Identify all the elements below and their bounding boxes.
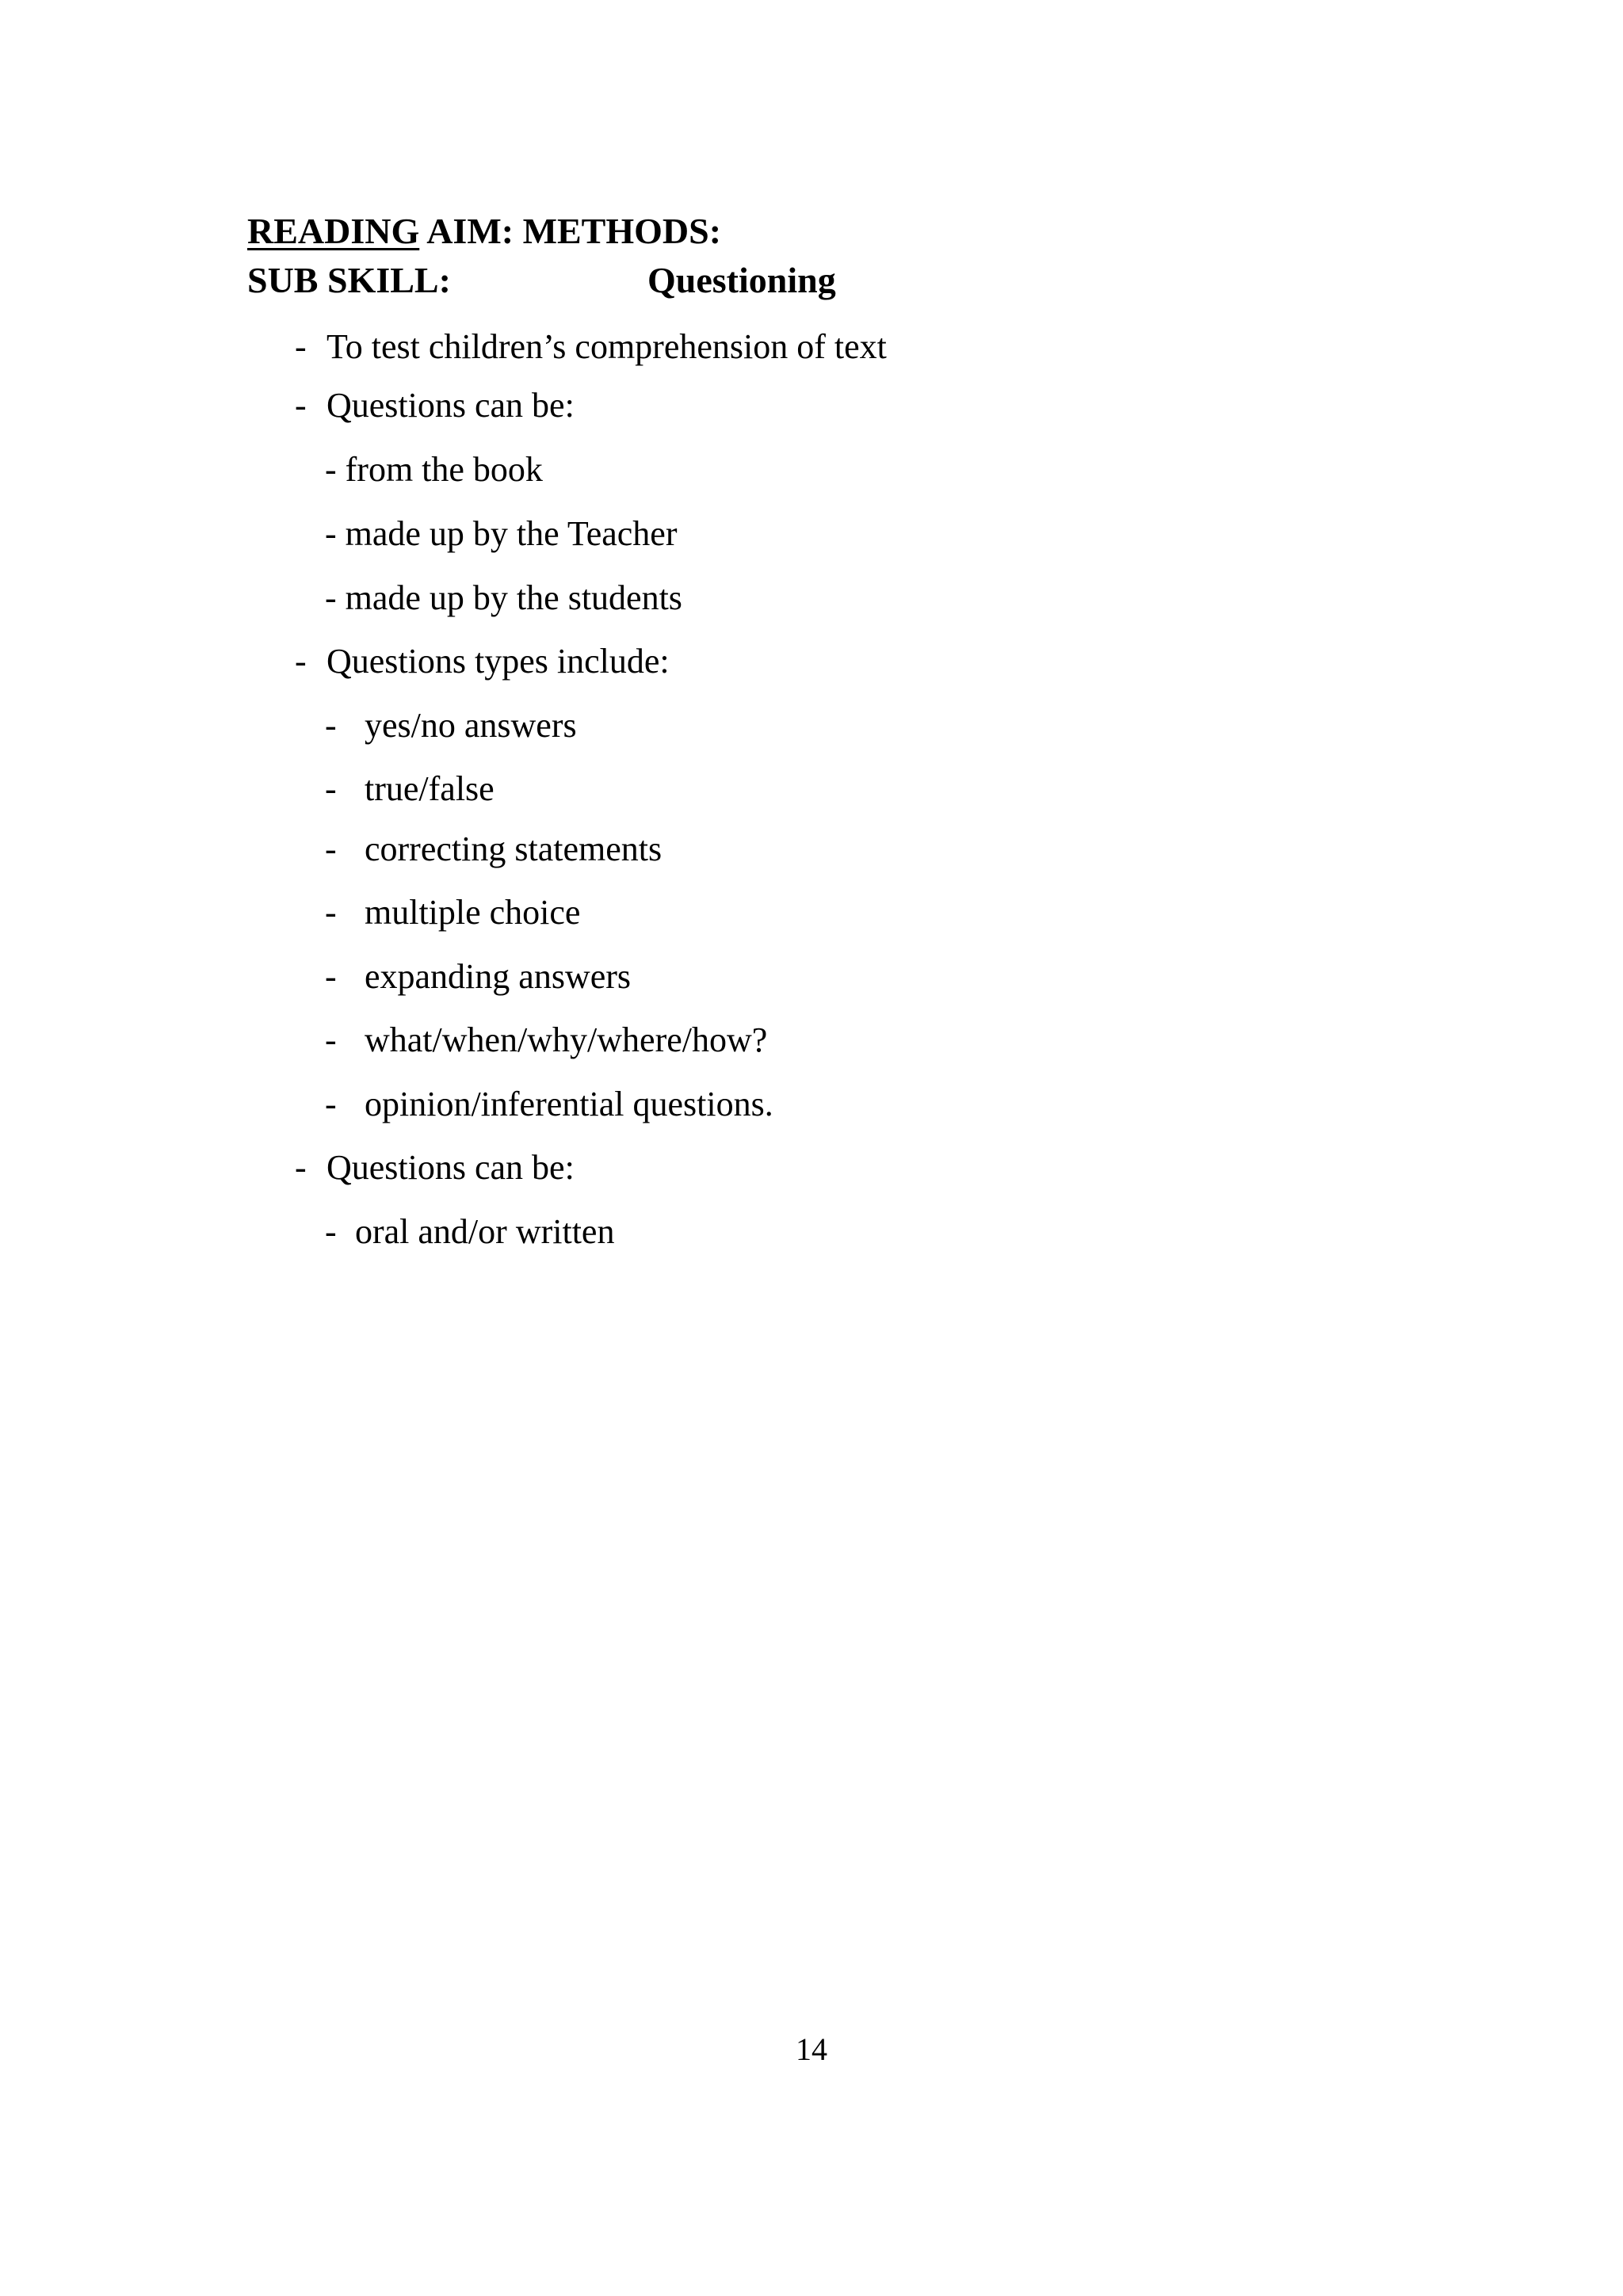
list-item-text: Questions can be: xyxy=(327,1148,575,1187)
list-item-text: - from the book xyxy=(325,450,543,489)
list-item-text: - made up by the students xyxy=(325,578,682,617)
list-item-text: multiple choice xyxy=(365,893,581,932)
sub-skill-label: SUB SKILL: xyxy=(247,260,451,300)
page-number: 14 xyxy=(796,2031,827,2067)
list-item-text: Questions can be: xyxy=(327,386,575,425)
bullet-dash: - xyxy=(325,893,337,932)
sub-skill-heading xyxy=(247,258,836,303)
sub-skill-value: Questioning xyxy=(647,260,836,300)
bullet-dash: - xyxy=(295,1148,307,1187)
list-item-text: true/false xyxy=(365,769,495,808)
bullet-dash: - xyxy=(325,1020,337,1059)
bullet-dash: - xyxy=(325,706,337,745)
bullet-dash: - xyxy=(295,386,307,425)
list-item-text: opinion/inferential questions. xyxy=(365,1085,773,1123)
bullet-dash: - xyxy=(295,327,307,366)
list-item-text: correcting statements xyxy=(365,830,663,868)
list-item-text: expanding answers xyxy=(365,957,632,996)
list-item-text: oral and/or written xyxy=(355,1212,615,1251)
list-item-text: To test children’s comprehension of text xyxy=(327,327,887,366)
list-item-text: Questions types include: xyxy=(327,642,670,681)
bullet-dash: - xyxy=(325,830,337,868)
bullet-dash: - xyxy=(325,769,337,808)
bullet-dash: - xyxy=(325,1212,337,1251)
bullet-dash: - xyxy=(295,642,307,681)
list-item xyxy=(325,448,543,491)
section-heading xyxy=(247,209,721,254)
list-item-text: what/when/why/where/how? xyxy=(365,1020,768,1059)
bullet-dash: - xyxy=(325,957,337,996)
list-item-text: - made up by the Teacher xyxy=(325,514,678,553)
heading-reading-label: READING xyxy=(247,211,420,251)
bullet-dash: - xyxy=(325,1085,337,1123)
list-item-text: yes/no answers xyxy=(365,706,577,745)
list-item xyxy=(325,577,682,620)
heading-aim-methods-label: AIM: METHODS: xyxy=(419,211,722,251)
list-item xyxy=(325,513,677,555)
